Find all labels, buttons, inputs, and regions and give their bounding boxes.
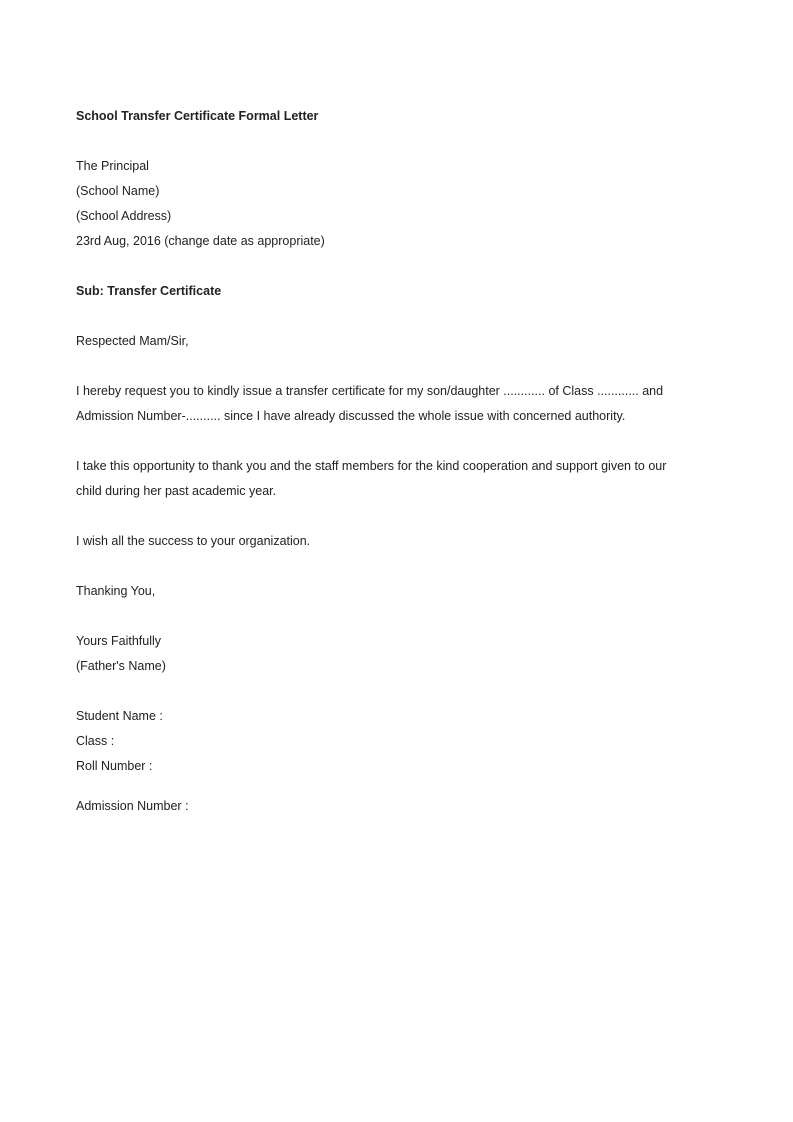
- closing: Thanking You,: [76, 584, 156, 598]
- signoff-fathers-name: (Father's Name): [76, 659, 166, 673]
- paragraph-wishes: I wish all the success to your organization.: [76, 534, 311, 548]
- signoff-yours-faithfully: Yours Faithfully: [76, 634, 161, 648]
- field-admission-number: Admission Number :: [76, 799, 189, 813]
- document-title: School Transfer Certificate Formal Letter: [76, 109, 319, 123]
- field-class: Class :: [76, 734, 115, 748]
- subject-line: Sub: Transfer Certificate: [76, 284, 222, 298]
- field-roll-number: Roll Number :: [76, 759, 153, 773]
- paragraph-thanks-line-2: child during her past academic year.: [76, 484, 277, 498]
- letter-date: 23rd Aug, 2016 (change date as appropriate): [76, 234, 325, 248]
- salutation: Respected Mam/Sir,: [76, 334, 189, 348]
- paragraph-thanks-line-1: I take this opportunity to thank you and the staff members for the kind cooperation and support given to our: [76, 459, 667, 473]
- recipient-line-principal: The Principal: [76, 159, 149, 173]
- paragraph-request-line-2: Admission Number-.......... since I have already discussed the whole issue with concerned authority.: [76, 409, 626, 423]
- recipient-line-school-address: (School Address): [76, 209, 172, 223]
- paragraph-request-line-1: I hereby request you to kindly issue a transfer certificate for my son/daughter ............ of Class ............ and: [76, 384, 664, 398]
- recipient-line-school-name: (School Name): [76, 184, 160, 198]
- field-student-name: Student Name :: [76, 709, 163, 723]
